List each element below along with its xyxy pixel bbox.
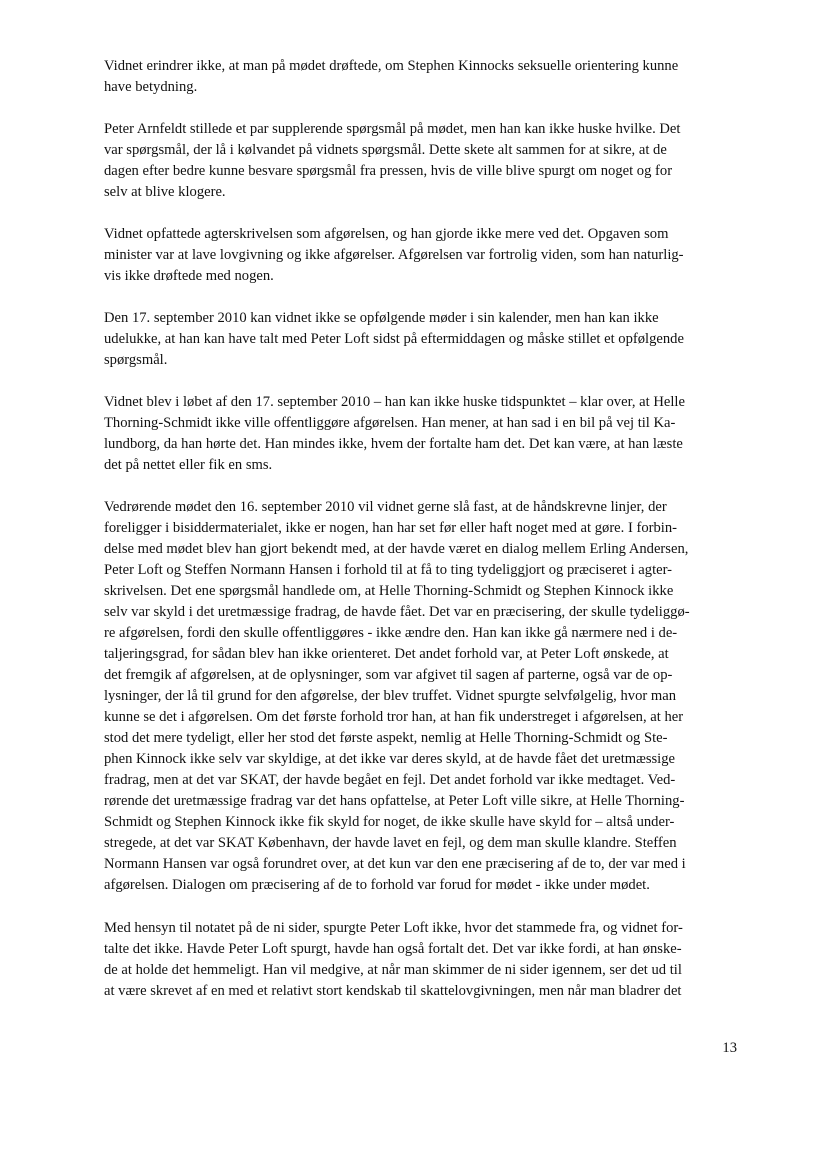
paragraph-4: Den 17. september 2010 kan vidnet ikke se opfølgende møder i sin kalender, men han kan ikke udelukke, at han kan have talt med Peter Loft sidst på eftermiddagen og måske stillet et opfølgende spørgsmål. [104, 310, 684, 368]
paragraph-1: Vidnet erindrer ikke, at man på mødet drøftede, om Stephen Kinnocks seksuelle orientering kunne have betydning. [104, 58, 679, 95]
paragraph-5: Vidnet blev i løbet af den 17. september 2010 – han kan ikke huske tidspunktet – klar over, at Helle Thorning-Schmidt ikke ville offentliggøre afgørelsen. Han mener, at han sad i en bil på vej til Ka- lundborg, da han hørte det. Han mindes ikke, hvem der fortalte ham det. Det kan være, at han læste det på nettet eller fik en sms. [104, 394, 685, 473]
paragraph-3: Vidnet opfattede agterskrivelsen som afgørelsen, og han gjorde ikke mere ved det. Opgaven som minister var at lave lovgivning og ikke afgørelser. Afgørelsen var fortrolig viden, som han naturlig- vis ikke drøftede med nogen. [104, 226, 684, 284]
paragraph-7: Med hensyn til notatet på de ni sider, spurgte Peter Loft ikke, hvor det stammede fra, og vidnet for- talte det ikke. Havde Peter Loft spurgt, havde han også fortalt det. Det var ikke fordi, at han ønske- de at holde det hemmeligt. Han vil medgive, at når man skimmer de ni sider igennem, ser det ud til at være skrevet af en med et relativt stort kendskab til skattelovgivningen, men når man bladrer det [104, 920, 683, 999]
paragraph-6: Vedrørende mødet den 16. september 2010 vil vidnet gerne slå fast, at de håndskrevne linjer, der foreligger i bisiddermaterialet, ikke er nogen, han har set før eller haft noget med at gøre. I forbin- delse med mødet blev han gjort bekendt med, at der havde været en dialog mellem Erling Andersen, Peter Loft og Steffen Normann Hansen i forhold til at få to ting tydeliggjort og præciseret i agter- skrivelsen. Det ene spørgsmål handlede om, at Helle Thorning-Schmidt og Stephen Kinnock ikke selv var skyld i det uretmæssige fradrag, de havde fået. Det var en præcisering, der skulle tydeliggø- re afgørelsen, fordi den skulle offentliggøres - ikke ændre den. Han kan ikke gå nærmere ned i de- taljeringsgrad, for sådan blev han ikke orienteret. Det andet forhold var, at Peter Loft ønskede, at det fremgik af afgørelsen, at de oplysninger, som var afgivet til sagen af parterne, også var de op- lysninger, der lå til grund for den afgørelse, der blev truffet. Vidnet spurgte selvfølgelig, hvor man kunne se det i afgørelsen. Om det første forhold tror han, at han fik understreget i afgørelsen, at her stod det mere tydeligt, eller her stod det første aspekt, nemlig at Helle Thorning-Schmidt og Ste- phen Kinnock ikke selv var skyldige, at det ikke var deres skyld, at de havde fået det uretmæssige fradrag, men at det var SKAT, der havde begået en fejl. Det andet forhold var ikke medtaget. Ved- rørende det uretmæssige fradrag var det hans opfattelse, at Peter Loft ville sikre, at Helle Thorning- Schmidt og Stephen Kinnock ikke fik skyld for noget, de ikke skulle have skyld for – altså under- stregede, at det var SKAT København, der havde lavet en fejl, og dem man skulle klandre. Steffen Normann Hansen var også forundret over, at det kun var den ene præcisering af de to, der var med i afgørelsen. Dialogen om præcisering af de to forhold var forud for mødet - ikke under mødet. [104, 499, 690, 893]
paragraph-2: Peter Arnfeldt stillede et par supplerende spørgsmål på mødet, men han kan ikke huske hvilke. Det var spørgsmål, der lå i kølvandet på vidnets spørgsmål. Dette skete alt sammen for at sikre, at de dagen efter bedre kunne besvare spørgsmål fra pressen, hvis de ville blive spurgt om noget og for selv at blive klogere. [104, 121, 681, 200]
body-text [104, 56, 724, 1023]
page-number: 13 [722, 1040, 737, 1056]
